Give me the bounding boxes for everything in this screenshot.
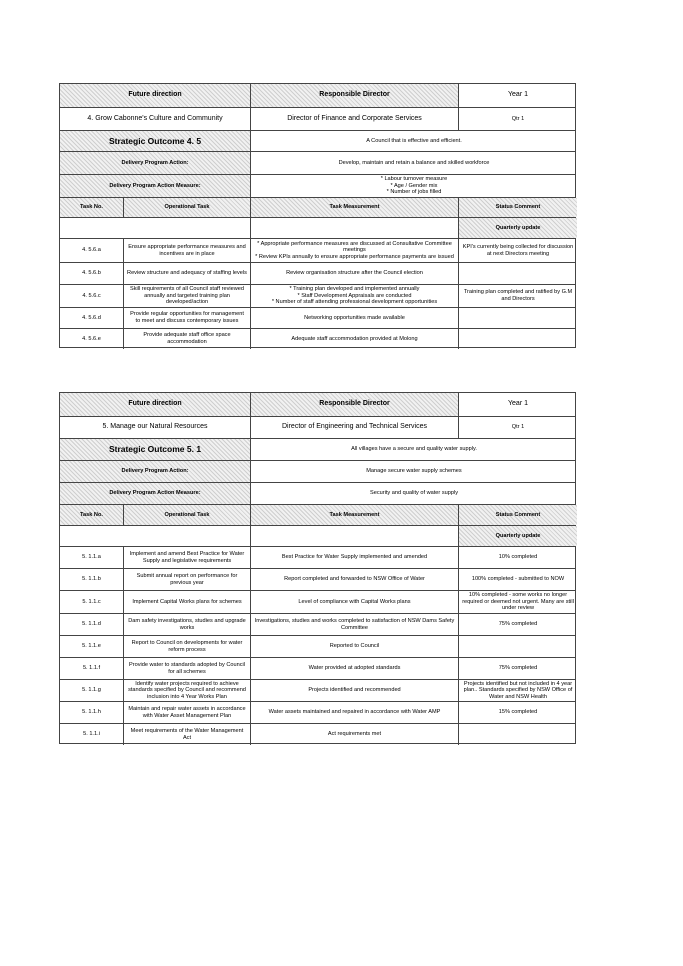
- task-measurement: * Training plan developed and implemented annually * Staff Development Appraisals are conducted * Number of staff attending professional development opportunities: [250, 285, 458, 307]
- year-label: Year 1: [458, 393, 577, 416]
- status-comment: Projects identified but not included in 4 year plan.. Standards specified by NSW Office of Water and NSW Health: [458, 680, 577, 701]
- task-no: 4. 5.6.e: [82, 335, 101, 342]
- task-measurement: Act requirements met: [250, 724, 458, 745]
- action-measure-row: [60, 174, 575, 197]
- delivery-action-label: Delivery Program Action:: [60, 152, 250, 174]
- status-comment: 75% completed: [458, 658, 577, 679]
- status-comment: [458, 636, 577, 657]
- table-row: [60, 568, 575, 590]
- table-row: [60, 679, 575, 701]
- operational-task: Review structure and adequacy of staffing levels: [123, 263, 250, 284]
- strategic-outcome-label: Strategic Outcome 4. 5: [60, 131, 250, 151]
- direction-row: [60, 107, 575, 130]
- action-measure-row: [60, 482, 575, 504]
- action-measure-value: Security and quality of water supply: [250, 483, 577, 504]
- table-row: [60, 701, 575, 723]
- responsible-director-value: Director of Engineering and Technical Services: [250, 417, 458, 438]
- table-row: [60, 284, 575, 307]
- task-measurement: Level of compliance with Capital Works plans: [250, 591, 458, 613]
- operational-task: Skill requirements of all Council staff reviewed annually and targeted training plan developed/action: [123, 285, 250, 307]
- task-measurement: * Appropriate performance measures are discussed at Consultative Committee meetings * Review KPIs annually to ensure appropriate performance payments are issued: [250, 239, 458, 262]
- table-row: [60, 307, 575, 328]
- task-no: 4. 5.6.b: [82, 270, 101, 277]
- col-task-measurement: Task Measurement: [250, 505, 458, 525]
- quarterly-row: [60, 525, 575, 546]
- quarter-label: Qtr 1: [458, 417, 577, 438]
- task-measurement: Investigations, studies and works completed to satisfaction of NSW Dams Safety Committee: [250, 614, 458, 635]
- col-task-measurement: Task Measurement: [250, 198, 458, 217]
- status-comment: [458, 263, 577, 284]
- strategic-outcome-value: A Council that is effective and efficient.: [250, 131, 577, 151]
- strategic-outcome-label: Strategic Outcome 5. 1: [60, 439, 250, 460]
- action-measure-value: * Labour turnover measure * Age / Gender mix * Number of jobs filled: [250, 175, 577, 197]
- status-comment: 10% completed - some works no longer required or deemed not urgent. Many are still under review: [458, 591, 577, 613]
- task-no: 5. 1.1.f: [82, 665, 101, 672]
- task-measurement: Water provided at adopted standards: [250, 658, 458, 679]
- delivery-action-label: Delivery Program Action:: [60, 461, 250, 482]
- header-row: [60, 393, 575, 416]
- direction-row: [60, 416, 575, 438]
- operational-task: Report to Council on developments for water reform process: [123, 636, 250, 657]
- table-row: [60, 590, 575, 613]
- col-operational-task: Operational Task: [123, 198, 250, 217]
- delivery-action-row: [60, 460, 575, 482]
- status-comment: [458, 329, 577, 349]
- delivery-action-row: [60, 151, 575, 174]
- strategic-outcome-row: [60, 438, 575, 460]
- task-no: 5. 1.1.i: [83, 731, 100, 738]
- operational-task: Maintain and repair water assets in accordance with Water Asset Management Plan: [123, 702, 250, 723]
- task-measurement: Review organisation structure after the Council election: [250, 263, 458, 284]
- table-row: [60, 546, 575, 568]
- quarterly-update-label: Quarterly update: [458, 218, 577, 238]
- future-direction-label: Future direction: [60, 393, 250, 416]
- task-no: 5. 1.1.g: [82, 687, 101, 694]
- task-no: 4. 5.6.c: [82, 292, 101, 299]
- task-measurement: Report completed and forwarded to NSW Office of Water: [250, 569, 458, 590]
- task-no: 5. 1.1.a: [82, 554, 101, 561]
- plan-table-outcome-5-1: [59, 392, 576, 744]
- column-header-row: [60, 197, 575, 217]
- action-measure-label: Delivery Program Action Measure:: [60, 483, 250, 504]
- operational-task: Ensure appropriate performance measures and incentives are in place: [123, 239, 250, 262]
- status-comment: [458, 308, 577, 328]
- operational-task: Provide regular opportunities for management to meet and discuss contemporary issues: [123, 308, 250, 328]
- status-comment: 10% completed: [458, 547, 577, 568]
- strategic-outcome-value: All villages have a secure and quality water supply.: [250, 439, 577, 460]
- year-label: Year 1: [458, 84, 577, 107]
- task-no: 5. 1.1.e: [82, 643, 101, 650]
- task-measurement: Best Practice for Water Supply implemented and amended: [250, 547, 458, 568]
- status-comment: KPI's currently being collected for discussion at next Directors meeting: [458, 239, 577, 262]
- quarterly-row: [60, 217, 575, 238]
- task-measurement: Networking opportunities made available: [250, 308, 458, 328]
- status-comment: 15% completed: [458, 702, 577, 723]
- operational-task: Meet requirements of the Water Management Act: [123, 724, 250, 745]
- col-operational-task: Operational Task: [123, 505, 250, 525]
- table-row: [60, 635, 575, 657]
- future-direction-value: 5. Manage our Natural Resources: [102, 423, 208, 431]
- status-comment: 75% completed: [458, 614, 577, 635]
- table-row: [60, 262, 575, 284]
- delivery-action-value: Develop, maintain and retain a balance and skilled workforce: [250, 152, 577, 174]
- task-no: 5. 1.1.d: [82, 621, 101, 628]
- future-direction-label: Future direction: [60, 84, 250, 107]
- status-comment: 100% completed - submitted to NOW: [458, 569, 577, 590]
- operational-task: Submit annual report on performance for previous year: [123, 569, 250, 590]
- operational-task: Dam safety investigations, studies and upgrade works: [123, 614, 250, 635]
- table-row: [60, 238, 575, 262]
- status-comment: Training plan completed and ratified by G.M and Directors: [458, 285, 577, 307]
- plan-table-outcome-4-5: [59, 83, 576, 348]
- operational-task: Implement and amend Best Practice for Water Supply and legislative requirements: [123, 547, 250, 568]
- header-row: [60, 84, 575, 107]
- status-comment: [458, 724, 577, 745]
- task-measurement: Water assets maintained and repaired in accordance with Water AMP: [250, 702, 458, 723]
- table-row: [60, 657, 575, 679]
- delivery-action-value: Manage secure water supply schemes: [250, 461, 577, 482]
- responsible-director-label: Responsible Director: [250, 84, 458, 107]
- quarterly-update-label: Quarterly update: [458, 526, 577, 546]
- action-measure-label: Delivery Program Action Measure:: [60, 175, 250, 197]
- task-no: 4. 5.6.a: [82, 247, 101, 254]
- task-measurement: Adequate staff accommodation provided at Molong: [250, 329, 458, 349]
- task-no: 4. 5.6.d: [82, 314, 101, 321]
- col-status-comment: Status Comment: [458, 198, 577, 217]
- responsible-director-value: Director of Finance and Corporate Services: [250, 108, 458, 130]
- quarter-label: Qtr 1: [458, 108, 577, 130]
- strategic-outcome-row: [60, 130, 575, 151]
- task-no: 5. 1.1.c: [82, 598, 101, 605]
- task-measurement: Reported to Council: [250, 636, 458, 657]
- task-no: 5. 1.1.h: [82, 709, 101, 716]
- table-row: [60, 723, 575, 745]
- responsible-director-label: Responsible Director: [250, 393, 458, 416]
- operational-task: Identify water projects required to achieve standards specified by Council and recommend inclusion into 4 Year Works Plan: [123, 680, 250, 701]
- task-no: 5. 1.1.b: [82, 576, 101, 583]
- operational-task: Provide adequate staff office space accommodation: [123, 329, 250, 349]
- operational-task: Implement Capital Works plans for schemes: [123, 591, 250, 613]
- table-row: [60, 613, 575, 635]
- operational-task: Provide water to standards adopted by Council for all schemes: [123, 658, 250, 679]
- future-direction-value: 4. Grow Cabonne's Culture and Community: [87, 114, 223, 122]
- table-row: [60, 328, 575, 349]
- task-measurement: Projects identified and recommended: [250, 680, 458, 701]
- col-status-comment: Status Comment: [458, 505, 577, 525]
- col-task-no: Task No.: [60, 198, 123, 217]
- col-task-no: Task No.: [60, 505, 123, 525]
- column-header-row: [60, 504, 575, 525]
